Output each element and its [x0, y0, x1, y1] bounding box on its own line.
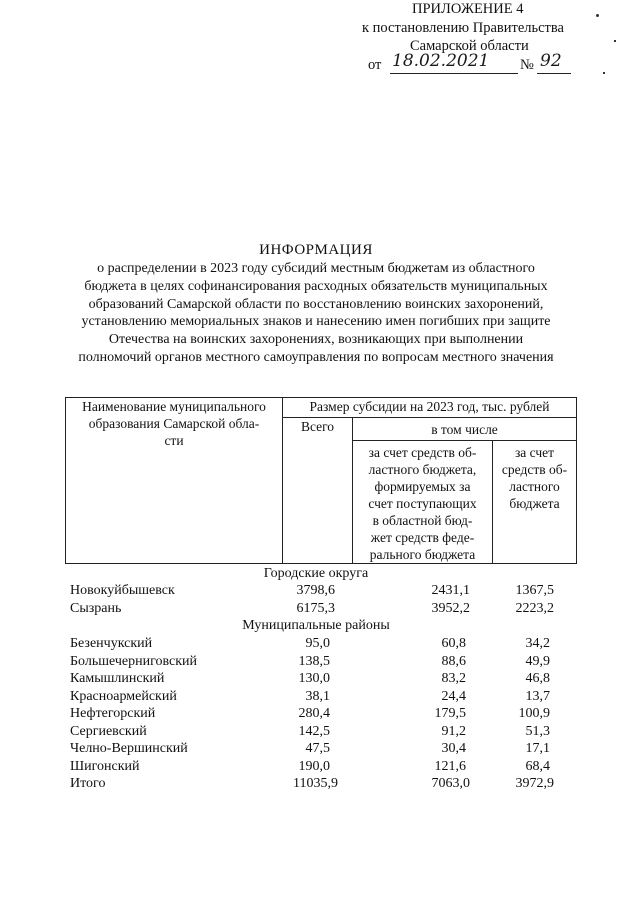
- row-federal: 88,6: [441, 654, 466, 669]
- total-row-regional: 3972,9: [515, 776, 554, 791]
- row-federal: 91,2: [441, 724, 466, 739]
- row-regional: 49,9: [525, 654, 550, 669]
- row-federal: 30,4: [441, 741, 466, 756]
- row-federal: 3952,2: [431, 601, 470, 616]
- col-federal-header: [353, 441, 493, 564]
- col-federal-line: рального бюджета: [369, 547, 476, 562]
- col-name-line: Наименование муниципального: [82, 399, 266, 414]
- annex-title: ПРИЛОЖЕНИЕ 4: [412, 1, 524, 17]
- row-federal: 2431,1: [431, 583, 470, 598]
- row-regional: 2223,2: [515, 601, 554, 616]
- total-row-total: 11035,9: [293, 776, 338, 791]
- row-name: Сергиевский: [70, 724, 147, 739]
- col-federal-line: жет средств феде-: [370, 530, 475, 545]
- row-federal: 83,2: [441, 671, 466, 686]
- row-name: Большечерниговский: [70, 654, 198, 669]
- desc-line: полномочий органов местного самоуправления по вопросам местного значения: [78, 349, 554, 365]
- row-total: 280,4: [298, 706, 330, 721]
- row-total: 130,0: [298, 671, 330, 686]
- col-size-header: Размер субсидии на 2023 год, тыс. рублей: [283, 398, 577, 418]
- row-name: Новокуйбышевск: [70, 583, 175, 598]
- row-total: 95,0: [305, 636, 330, 651]
- row-regional: 1367,5: [515, 583, 554, 598]
- row-regional: 13,7: [525, 689, 550, 704]
- section-urban: Городские округа: [263, 566, 369, 581]
- desc-line: Отечества на воинских захоронениях, возникающих при выполнении: [108, 332, 524, 348]
- row-regional: 17,1: [525, 741, 550, 756]
- desc-line: бюджета в целях софинансирования расходных обязательств муниципальных: [84, 278, 548, 294]
- col-federal-line: счет поступающих: [368, 496, 477, 511]
- col-federal-line: ластного бюджета,: [368, 462, 477, 477]
- row-total: 3798,6: [296, 583, 335, 598]
- row-name: Камышлинский: [70, 671, 165, 686]
- row-name: Безенчукский: [70, 636, 153, 651]
- row-federal: 24,4: [441, 689, 466, 704]
- row-federal: 121,6: [434, 759, 466, 774]
- annex-from-label: от: [368, 57, 382, 73]
- annex-date: 18.02.2021: [392, 51, 490, 71]
- col-federal-line: за счет средств об-: [368, 445, 477, 460]
- row-name: Челно-Вершинский: [70, 741, 188, 756]
- row-name: Нефтегорский: [70, 706, 156, 721]
- row-federal: 60,8: [441, 636, 466, 651]
- col-federal-line: формируемых за: [374, 479, 471, 494]
- section-districts: Муниципальные районы: [242, 618, 390, 633]
- col-including-header: в том числе: [353, 418, 577, 441]
- row-name: Красноармейский: [70, 689, 177, 704]
- date-underline: [390, 73, 518, 74]
- row-regional: 100,9: [518, 706, 550, 721]
- annex-number: 92: [540, 51, 562, 71]
- row-federal: 179,5: [434, 706, 466, 721]
- scan-speck: [603, 72, 605, 74]
- row-total: 138,5: [298, 654, 330, 669]
- doc-description: [40, 260, 592, 367]
- number-underline: [537, 73, 571, 74]
- total-row-federal: 7063,0: [431, 776, 470, 791]
- annex-number-label: №: [520, 57, 534, 73]
- subsidy-table-header: [65, 397, 577, 564]
- scan-speck: [614, 40, 616, 42]
- col-name-header: [66, 398, 283, 564]
- row-total: 6175,3: [296, 601, 335, 616]
- col-federal-line: в областной бюд-: [372, 513, 473, 528]
- row-regional: 68,4: [525, 759, 550, 774]
- col-regional-line: за счет: [514, 445, 555, 460]
- desc-line: образований Самарской области по восстановлению воинских захоронений,: [88, 296, 544, 312]
- col-regional-line: средств об-: [501, 462, 568, 477]
- col-total-header: Всего: [283, 418, 353, 564]
- row-name: Шигонский: [70, 759, 140, 774]
- col-regional-line: ластного: [509, 479, 560, 494]
- col-regional-header: [493, 441, 577, 564]
- desc-line: установлению мемориальных знаков и нанесению имен погибших при защите: [81, 314, 551, 330]
- row-total: 190,0: [298, 759, 330, 774]
- total-row-name: Итого: [70, 776, 106, 791]
- row-total: 38,1: [305, 689, 330, 704]
- scan-speck: [596, 14, 599, 17]
- annex-line-2: Самарской области: [410, 38, 529, 54]
- col-name-line: сти: [164, 433, 184, 448]
- row-regional: 51,3: [525, 724, 550, 739]
- doc-title: ИНФОРМАЦИЯ: [259, 242, 373, 258]
- row-total: 142,5: [298, 724, 330, 739]
- row-name: Сызрань: [70, 601, 122, 616]
- desc-line: о распределении в 2023 году субсидий местным бюджетам из областного: [97, 261, 535, 276]
- col-name-line: образования Самарской обла-: [88, 416, 260, 431]
- col-regional-line: бюджета: [509, 496, 560, 511]
- annex-line-1: к постановлению Правительства: [362, 20, 564, 36]
- row-regional: 46,8: [525, 671, 550, 686]
- row-regional: 34,2: [525, 636, 550, 651]
- row-total: 47,5: [305, 741, 330, 756]
